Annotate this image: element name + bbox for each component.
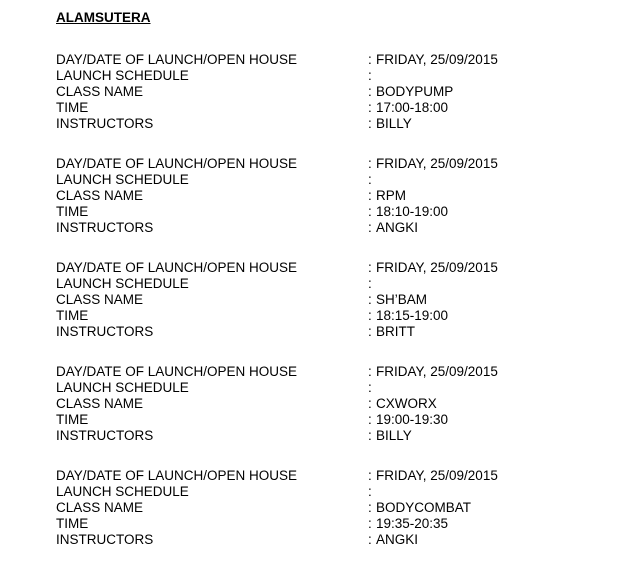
schedule-row (56, 172, 576, 188)
separator: : (368, 380, 372, 395)
class-name-label: CLASS NAME (56, 500, 144, 515)
date-row (56, 468, 576, 484)
time-label: TIME (56, 100, 89, 115)
separator: : (368, 68, 372, 83)
class-name-value: BODYPUMP (376, 84, 454, 99)
separator: : (368, 276, 372, 291)
time-label: TIME (56, 204, 89, 219)
schedule-label: LAUNCH SCHEDULE (56, 68, 189, 83)
separator: : (368, 324, 372, 339)
time-row (56, 516, 576, 532)
schedule-entry (56, 364, 576, 444)
instructors-value: ANGKI (376, 220, 419, 235)
schedule-row (56, 68, 576, 84)
separator: : (368, 172, 372, 187)
instructors-row (56, 220, 576, 236)
document-title: ALAMSUTERA (56, 10, 151, 25)
separator: : (368, 308, 372, 323)
time-value: 19:35-20:35 (376, 516, 449, 531)
date-value: FRIDAY, 25/09/2015 (376, 260, 498, 275)
date-row (56, 52, 576, 68)
schedule-entry (56, 156, 576, 236)
time-row (56, 412, 576, 428)
separator: : (368, 292, 372, 307)
separator: : (368, 412, 372, 427)
separator: : (368, 204, 372, 219)
separator: : (368, 260, 372, 275)
instructors-row (56, 324, 576, 340)
separator: : (368, 156, 372, 171)
time-value: 19:00-19:30 (376, 412, 449, 427)
class-name-label: CLASS NAME (56, 396, 144, 411)
schedule-row (56, 276, 576, 292)
schedule-entry (56, 468, 576, 548)
instructors-row (56, 428, 576, 444)
class-name-row (56, 84, 576, 100)
class-name-row (56, 188, 576, 204)
time-value: 17:00-18:00 (376, 100, 449, 115)
separator: : (368, 220, 372, 235)
separator: : (368, 500, 372, 515)
instructors-label: INSTRUCTORS (56, 324, 154, 339)
date-row (56, 260, 576, 276)
instructors-value: BILLY (376, 116, 412, 131)
separator: : (368, 84, 372, 99)
time-label: TIME (56, 308, 89, 323)
class-name-row (56, 500, 576, 516)
instructors-label: INSTRUCTORS (56, 428, 154, 443)
schedule-row (56, 484, 576, 500)
separator: : (368, 484, 372, 499)
separator: : (368, 516, 372, 531)
date-value: FRIDAY, 25/09/2015 (376, 468, 498, 483)
separator: : (368, 468, 372, 483)
date-value: FRIDAY, 25/09/2015 (376, 52, 498, 67)
separator: : (368, 52, 372, 67)
class-name-label: CLASS NAME (56, 84, 144, 99)
class-name-value: RPM (376, 188, 406, 203)
instructors-label: INSTRUCTORS (56, 220, 154, 235)
schedule-entry (56, 260, 576, 340)
class-name-value: SH’BAM (376, 292, 428, 307)
class-name-label: CLASS NAME (56, 188, 144, 203)
instructors-value: BRITT (376, 324, 415, 339)
class-name-label: CLASS NAME (56, 292, 144, 307)
date-value: FRIDAY, 25/09/2015 (376, 364, 498, 379)
separator: : (368, 188, 372, 203)
instructors-value: ANGKI (376, 532, 419, 547)
class-name-value: CXWORX (376, 396, 437, 411)
time-row (56, 204, 576, 220)
separator: : (368, 364, 372, 379)
separator: : (368, 116, 372, 131)
date-label: DAY/DATE OF LAUNCH/OPEN HOUSE (56, 364, 298, 379)
instructors-row (56, 116, 576, 132)
time-row (56, 100, 576, 116)
date-label: DAY/DATE OF LAUNCH/OPEN HOUSE (56, 156, 298, 171)
time-value: 18:15-19:00 (376, 308, 449, 323)
instructors-label: INSTRUCTORS (56, 116, 154, 131)
separator: : (368, 100, 372, 115)
schedule-row (56, 380, 576, 396)
time-row (56, 308, 576, 324)
time-label: TIME (56, 516, 89, 531)
schedule-label: LAUNCH SCHEDULE (56, 484, 189, 499)
date-row (56, 364, 576, 380)
date-label: DAY/DATE OF LAUNCH/OPEN HOUSE (56, 468, 298, 483)
class-name-row (56, 396, 576, 412)
schedule-label: LAUNCH SCHEDULE (56, 380, 189, 395)
time-label: TIME (56, 412, 89, 427)
schedule-entry (56, 52, 576, 132)
date-label: DAY/DATE OF LAUNCH/OPEN HOUSE (56, 260, 298, 275)
schedule-label: LAUNCH SCHEDULE (56, 276, 189, 291)
instructors-value: BILLY (376, 428, 412, 443)
date-row (56, 156, 576, 172)
date-label: DAY/DATE OF LAUNCH/OPEN HOUSE (56, 52, 298, 67)
class-name-row (56, 292, 576, 308)
time-value: 18:10-19:00 (376, 204, 449, 219)
separator: : (368, 428, 372, 443)
schedule-label: LAUNCH SCHEDULE (56, 172, 189, 187)
instructors-label: INSTRUCTORS (56, 532, 154, 547)
date-value: FRIDAY, 25/09/2015 (376, 156, 498, 171)
class-name-value: BODYCOMBAT (376, 500, 472, 515)
instructors-row (56, 532, 576, 548)
separator: : (368, 396, 372, 411)
separator: : (368, 532, 372, 547)
